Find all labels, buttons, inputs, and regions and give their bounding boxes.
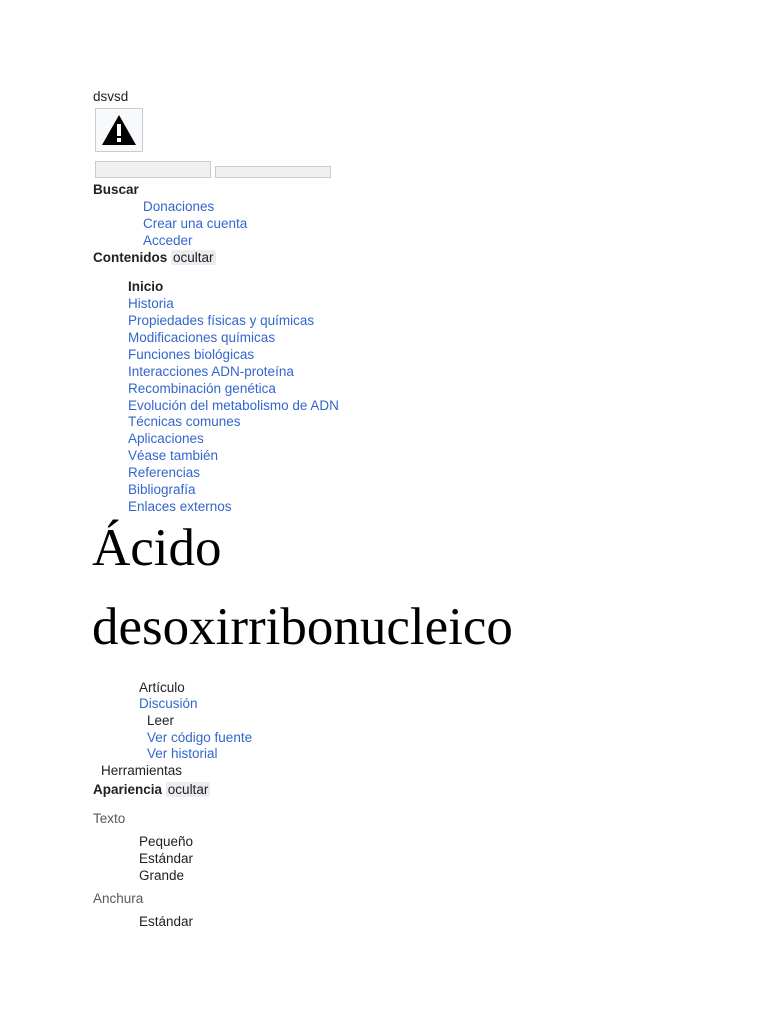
donations-link[interactable]: Donaciones — [143, 199, 215, 214]
tab-article[interactable]: Artículo — [139, 680, 185, 695]
warning-icon — [101, 114, 137, 146]
width-option-standard[interactable]: Estándar — [139, 914, 194, 929]
width-label: Anchura — [93, 891, 144, 906]
toc-title: Contenidos — [93, 250, 168, 265]
toc-item-current[interactable]: Inicio — [128, 279, 164, 294]
create-account-link[interactable]: Crear una cuenta — [143, 216, 248, 231]
page-title-line2: desoxirribonucleico — [92, 598, 513, 656]
login-link[interactable]: Acceder — [143, 233, 193, 248]
appearance-header — [93, 781, 210, 798]
tab-view-history[interactable]: Ver historial — [147, 746, 218, 761]
toc-item[interactable]: Bibliografía — [128, 482, 196, 497]
tab-discussion[interactable]: Discusión — [139, 696, 198, 711]
search-button[interactable] — [215, 166, 331, 178]
toc-item[interactable]: Historia — [128, 296, 174, 311]
toc-item[interactable]: Recombinación genética — [128, 381, 276, 396]
text-size-option-large[interactable]: Grande — [139, 868, 185, 883]
search-input[interactable] — [95, 161, 211, 178]
toc-item[interactable]: Funciones biológicas — [128, 347, 255, 362]
toc-item[interactable]: Evolución del metabolismo de ADN — [128, 398, 339, 413]
toc-item[interactable]: Técnicas comunes — [128, 414, 241, 429]
toc-item[interactable]: Interacciones ADN-proteína — [128, 364, 294, 379]
page-title-line1: Ácido — [92, 519, 222, 577]
toc-item[interactable]: Propiedades físicas y químicas — [128, 313, 315, 328]
toc-item[interactable]: Referencias — [128, 465, 201, 480]
text-size-option-standard[interactable]: Estándar — [139, 851, 194, 866]
toc-item[interactable]: Enlaces externos — [128, 499, 232, 514]
tab-read[interactable]: Leer — [147, 713, 175, 728]
toc-item[interactable]: Aplicaciones — [128, 431, 204, 446]
tools-menu[interactable]: Herramientas — [101, 763, 183, 778]
appearance-title: Apariencia — [93, 782, 163, 797]
site-text: dsvsd — [93, 89, 129, 104]
toc-item[interactable]: Véase también — [128, 448, 219, 463]
toc-header — [93, 249, 216, 266]
tab-view-source[interactable]: Ver código fuente — [147, 730, 253, 745]
text-size-label: Texto — [93, 811, 126, 826]
toc-hide-button[interactable]: ocultar — [173, 250, 214, 265]
warning-image — [95, 108, 143, 152]
search-label: Buscar — [93, 182, 139, 197]
appearance-hide-button[interactable]: ocultar — [167, 782, 209, 797]
toc-item[interactable]: Modificaciones químicas — [128, 330, 276, 345]
text-size-option-small[interactable]: Pequeño — [139, 834, 194, 849]
